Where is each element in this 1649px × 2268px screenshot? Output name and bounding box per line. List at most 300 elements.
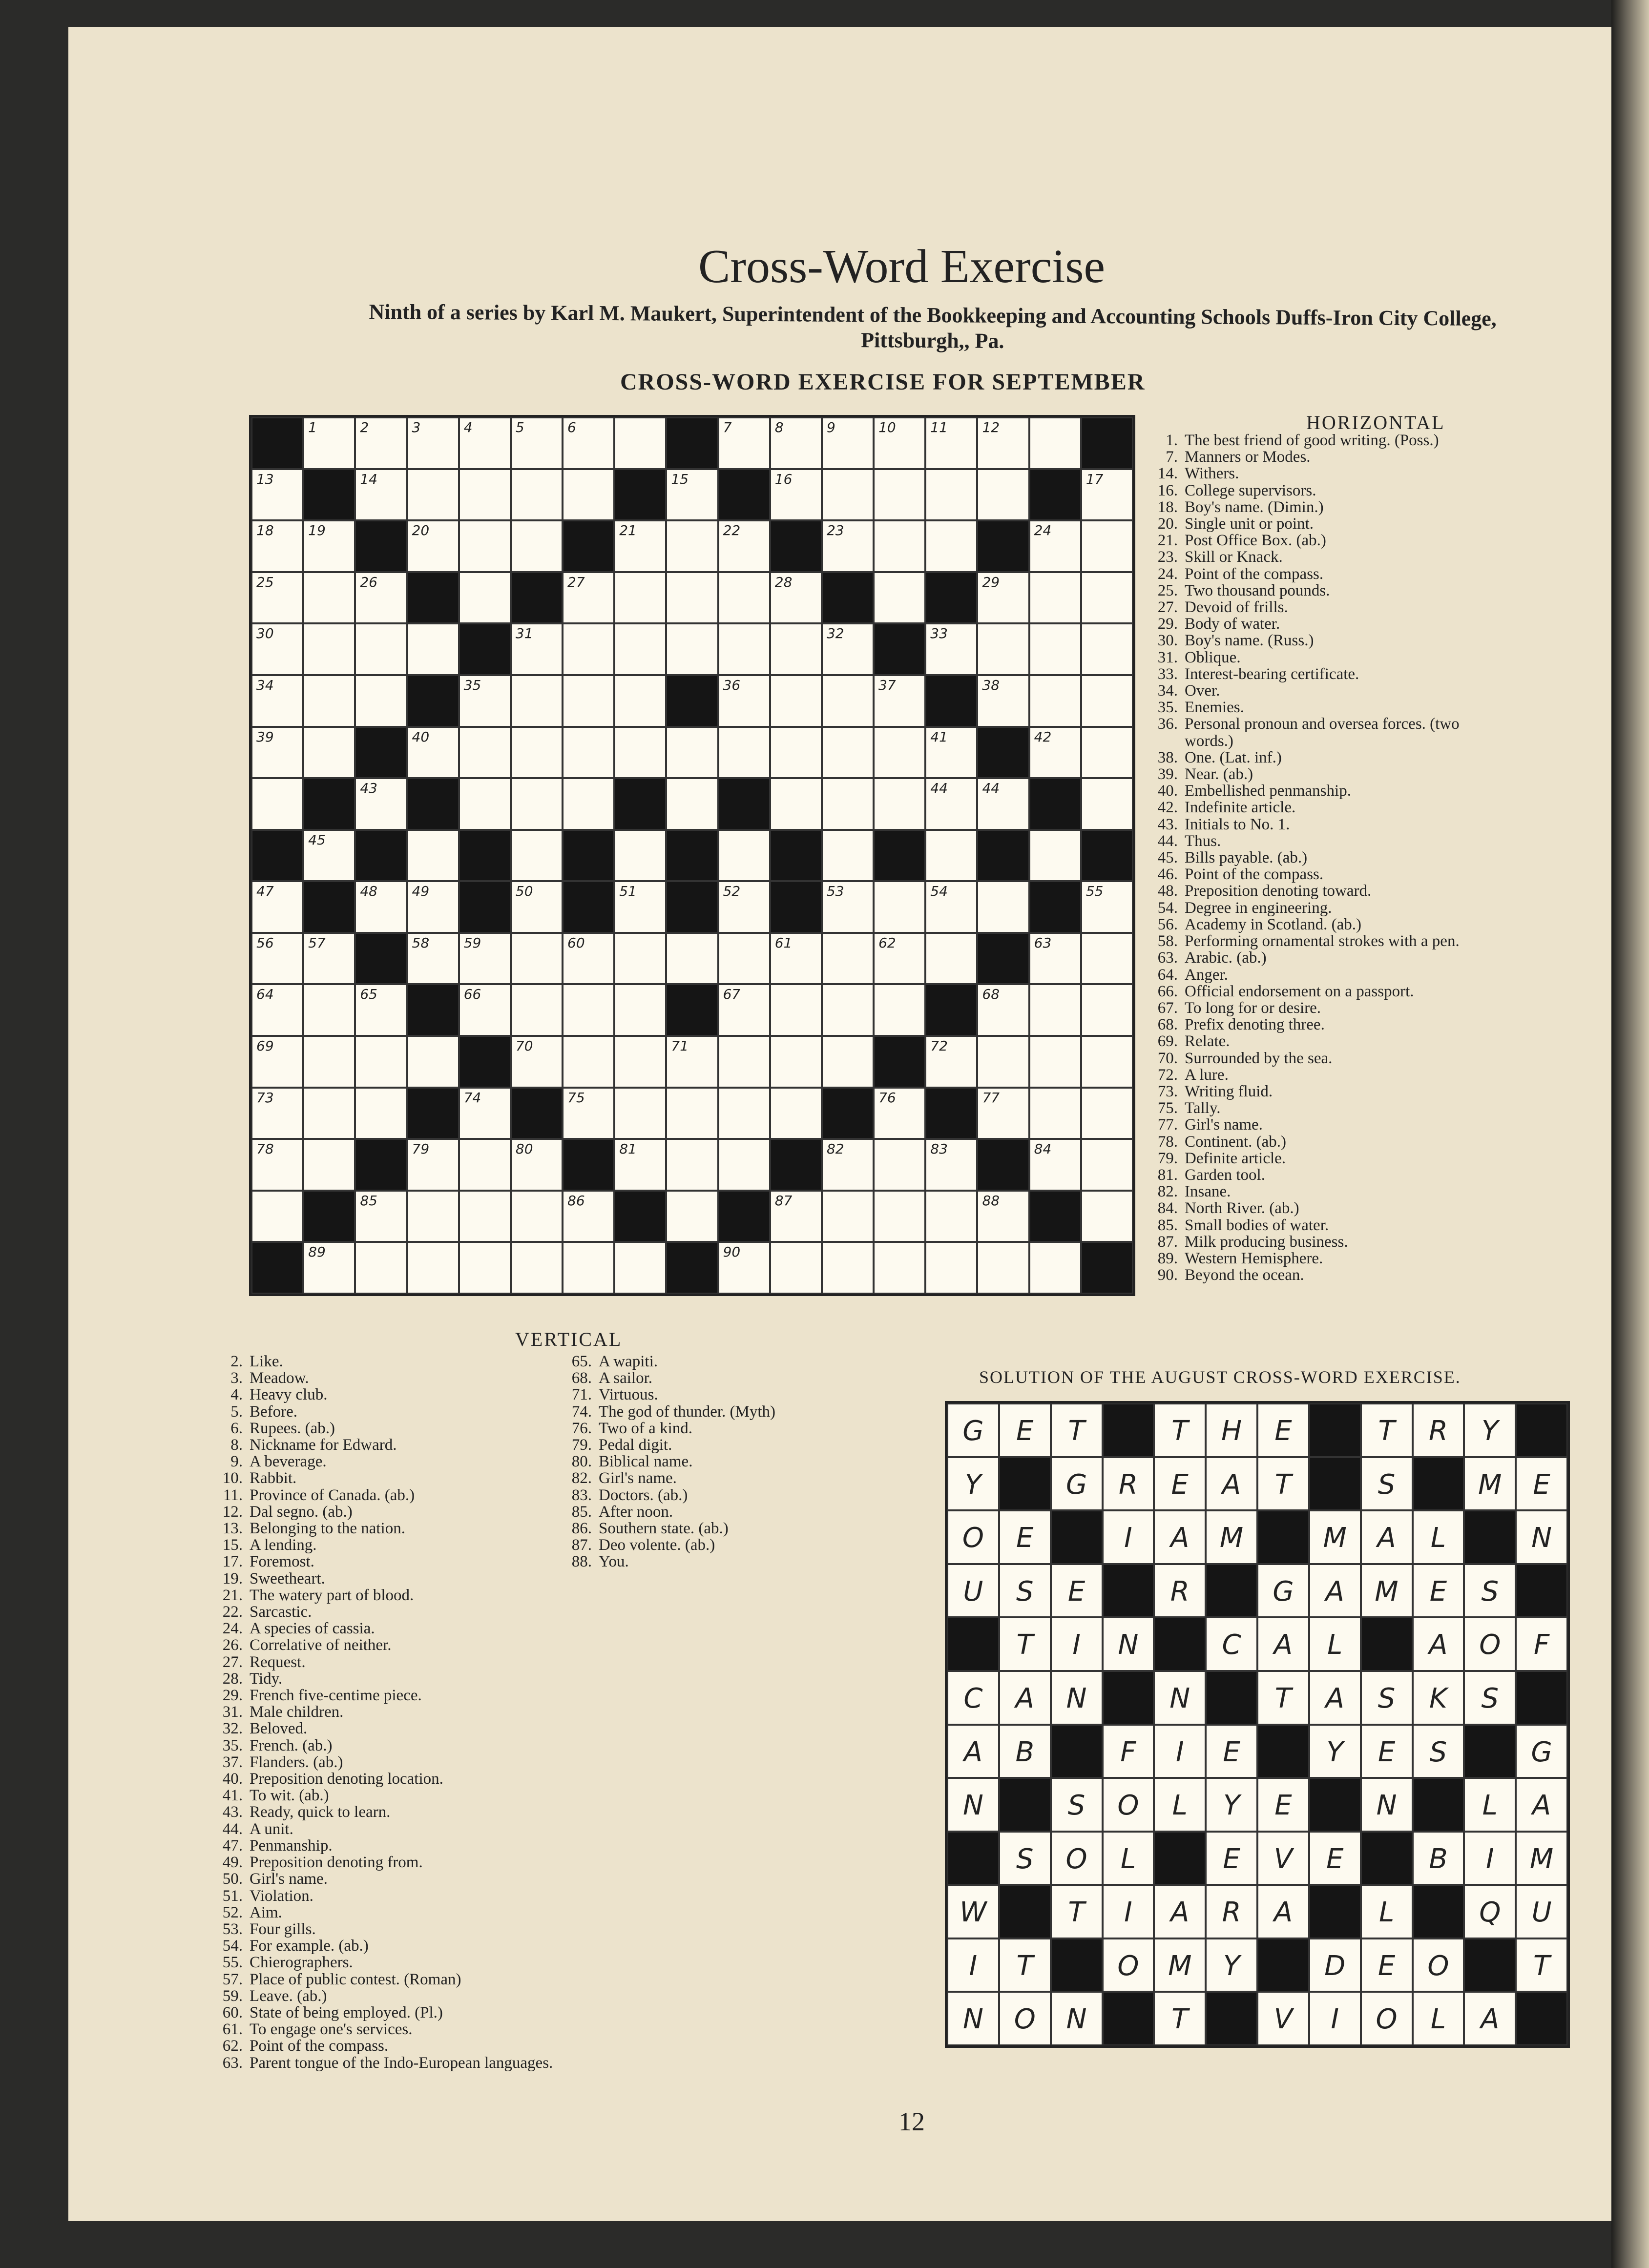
solution-cell bbox=[1257, 1617, 1309, 1671]
grid-cell[interactable] bbox=[251, 572, 303, 624]
grid-cell[interactable] bbox=[303, 417, 355, 469]
clue-text: Place of public contest. (Roman) bbox=[250, 1970, 461, 1988]
grid-cell[interactable] bbox=[925, 933, 977, 985]
grid-cell[interactable] bbox=[874, 1088, 925, 1139]
grid-cell[interactable] bbox=[925, 1191, 977, 1242]
clue-text: A wapiti. bbox=[599, 1353, 658, 1370]
grid-cell[interactable] bbox=[822, 469, 874, 521]
grid-cell[interactable] bbox=[1029, 727, 1081, 779]
grid-cell[interactable] bbox=[511, 1191, 563, 1242]
grid-cell[interactable] bbox=[459, 520, 511, 572]
grid-cell[interactable] bbox=[1081, 572, 1133, 624]
grid-cell[interactable] bbox=[977, 469, 1029, 521]
grid-cell[interactable] bbox=[251, 469, 303, 521]
grid-cell[interactable] bbox=[977, 675, 1029, 727]
grid-cell[interactable] bbox=[1081, 675, 1133, 727]
grid-cell[interactable] bbox=[874, 881, 925, 933]
grid-cell[interactable] bbox=[251, 1036, 303, 1088]
grid-cell[interactable] bbox=[822, 623, 874, 675]
grid-cell[interactable] bbox=[407, 933, 459, 985]
grid-cell[interactable] bbox=[874, 417, 925, 469]
clue-number: 72. bbox=[1157, 1066, 1178, 1084]
solution-black-square bbox=[1516, 1564, 1567, 1618]
black-square bbox=[1081, 830, 1133, 882]
solution-cell bbox=[1103, 1510, 1154, 1564]
grid-cell[interactable] bbox=[770, 727, 822, 779]
solution-letter: L bbox=[1120, 1843, 1136, 1875]
grid-cell[interactable] bbox=[355, 984, 407, 1036]
grid-cell[interactable] bbox=[407, 417, 459, 469]
grid-cell[interactable] bbox=[303, 572, 355, 624]
grid-cell[interactable] bbox=[303, 727, 355, 779]
solution-letter: M bbox=[1478, 1468, 1502, 1501]
grid-cell[interactable] bbox=[251, 984, 303, 1036]
grid-cell[interactable] bbox=[770, 1088, 822, 1139]
grid-cell[interactable] bbox=[355, 469, 407, 521]
clue-number: 20 bbox=[412, 522, 430, 539]
grid-cell[interactable] bbox=[459, 933, 511, 985]
vertical-clues-col2 bbox=[557, 1353, 775, 1570]
grid-cell[interactable] bbox=[563, 727, 614, 779]
clue bbox=[1143, 983, 1460, 1000]
grid-cell[interactable] bbox=[925, 1036, 977, 1088]
solution-letter: T bbox=[1068, 1415, 1085, 1447]
clue-number: 86. bbox=[571, 1520, 592, 1538]
grid-cell[interactable] bbox=[1029, 1088, 1081, 1139]
grid-cell[interactable] bbox=[407, 727, 459, 779]
grid-cell[interactable] bbox=[511, 778, 563, 830]
clue-number: 66. bbox=[1157, 982, 1178, 1000]
black-square bbox=[303, 469, 355, 521]
grid-cell[interactable] bbox=[459, 417, 511, 469]
grid-cell[interactable] bbox=[459, 572, 511, 624]
grid-cell[interactable] bbox=[666, 933, 718, 985]
clue-text: Degree in engineering. bbox=[1185, 899, 1332, 917]
grid-cell[interactable] bbox=[251, 727, 303, 779]
grid-cell[interactable] bbox=[1029, 830, 1081, 882]
grid-cell[interactable] bbox=[614, 520, 666, 572]
grid-cell[interactable] bbox=[925, 830, 977, 882]
grid-cell[interactable] bbox=[977, 1036, 1029, 1088]
grid-cell[interactable] bbox=[614, 1088, 666, 1139]
clue-number: 38. bbox=[1157, 748, 1178, 766]
clue-number: 20. bbox=[1157, 515, 1178, 533]
grid-cell[interactable] bbox=[563, 572, 614, 624]
grid-cell[interactable] bbox=[1029, 1139, 1081, 1191]
clue-number: 24 bbox=[1034, 522, 1052, 539]
grid-cell[interactable] bbox=[251, 1139, 303, 1191]
clue-number: 56. bbox=[1157, 915, 1178, 933]
grid-cell[interactable] bbox=[251, 520, 303, 572]
grid-cell[interactable] bbox=[666, 1191, 718, 1242]
grid-cell[interactable] bbox=[925, 778, 977, 830]
grid-cell[interactable] bbox=[407, 1036, 459, 1088]
grid-cell[interactable] bbox=[925, 469, 977, 521]
grid-cell[interactable] bbox=[511, 830, 563, 882]
clue-text: Over. bbox=[1185, 682, 1220, 700]
clue bbox=[1143, 699, 1460, 716]
clue bbox=[557, 1553, 775, 1570]
grid-cell[interactable] bbox=[251, 933, 303, 985]
grid-cell[interactable] bbox=[563, 1088, 614, 1139]
grid-cell[interactable] bbox=[718, 572, 770, 624]
grid-cell[interactable] bbox=[666, 1036, 718, 1088]
grid-cell[interactable] bbox=[1029, 520, 1081, 572]
grid-cell[interactable] bbox=[1081, 984, 1133, 1036]
grid-cell[interactable] bbox=[666, 1088, 718, 1139]
grid-cell[interactable] bbox=[355, 1036, 407, 1088]
grid-cell[interactable] bbox=[614, 417, 666, 469]
clue-number: 79. bbox=[571, 1436, 592, 1454]
grid-cell[interactable] bbox=[355, 1088, 407, 1139]
grid-cell[interactable] bbox=[459, 984, 511, 1036]
black-square bbox=[407, 1088, 459, 1139]
grid-cell[interactable] bbox=[355, 881, 407, 933]
clue-number: 43. bbox=[222, 1803, 243, 1821]
grid-cell[interactable] bbox=[511, 520, 563, 572]
clue-number: 37. bbox=[222, 1753, 243, 1771]
grid-cell[interactable] bbox=[511, 727, 563, 779]
clue-text: Girl's name. bbox=[250, 1870, 328, 1888]
grid-cell[interactable] bbox=[977, 417, 1029, 469]
clue-number: 24. bbox=[222, 1620, 243, 1638]
grid-cell[interactable] bbox=[925, 727, 977, 779]
grid-cell[interactable] bbox=[563, 1191, 614, 1242]
grid-cell[interactable] bbox=[977, 623, 1029, 675]
grid-cell[interactable] bbox=[303, 933, 355, 985]
grid-cell[interactable] bbox=[1029, 933, 1081, 985]
grid-cell[interactable] bbox=[666, 1139, 718, 1191]
grid-cell[interactable] bbox=[407, 1139, 459, 1191]
grid-cell[interactable] bbox=[770, 933, 822, 985]
grid-cell[interactable] bbox=[614, 623, 666, 675]
solution-letter: Q bbox=[1479, 1897, 1501, 1929]
grid-cell[interactable] bbox=[459, 1242, 511, 1294]
grid-cell[interactable] bbox=[511, 417, 563, 469]
clue-text: French. (ab.) bbox=[250, 1736, 333, 1754]
clue-number: 59. bbox=[222, 1987, 243, 2005]
clue-number: 85. bbox=[571, 1503, 592, 1521]
solution-black-square bbox=[1206, 1992, 1257, 2045]
grid-cell[interactable] bbox=[770, 572, 822, 624]
clue-text: The watery part of blood. bbox=[250, 1586, 414, 1604]
clue bbox=[208, 1437, 553, 1453]
grid-cell[interactable] bbox=[407, 1242, 459, 1294]
grid-cell[interactable] bbox=[977, 1242, 1029, 1294]
clue-number: 15. bbox=[222, 1536, 243, 1554]
grid-cell[interactable] bbox=[874, 675, 925, 727]
solution-cell bbox=[1206, 1778, 1257, 1832]
grid-cell[interactable] bbox=[251, 778, 303, 830]
grid-cell[interactable] bbox=[822, 1139, 874, 1191]
grid-cell[interactable] bbox=[614, 933, 666, 985]
grid-cell[interactable] bbox=[718, 417, 770, 469]
grid-cell[interactable] bbox=[1081, 933, 1133, 985]
grid-cell[interactable] bbox=[977, 881, 1029, 933]
solution-letter: N bbox=[1066, 2003, 1087, 2036]
grid-cell[interactable] bbox=[977, 1191, 1029, 1242]
grid-cell[interactable] bbox=[303, 830, 355, 882]
grid-cell[interactable] bbox=[459, 1139, 511, 1191]
grid-cell[interactable] bbox=[718, 1036, 770, 1088]
grid-cell[interactable] bbox=[1081, 727, 1133, 779]
solution-cell bbox=[1206, 1510, 1257, 1564]
grid-cell[interactable] bbox=[407, 469, 459, 521]
grid-cell[interactable] bbox=[251, 881, 303, 933]
grid-cell[interactable] bbox=[459, 727, 511, 779]
grid-cell[interactable] bbox=[1029, 984, 1081, 1036]
grid-cell[interactable] bbox=[718, 933, 770, 985]
grid-cell[interactable] bbox=[770, 1036, 822, 1088]
grid-cell[interactable] bbox=[355, 1191, 407, 1242]
grid-cell[interactable] bbox=[770, 1191, 822, 1242]
grid-cell[interactable] bbox=[822, 520, 874, 572]
grid-cell[interactable] bbox=[1029, 675, 1081, 727]
grid-cell[interactable] bbox=[874, 1242, 925, 1294]
grid-cell[interactable] bbox=[303, 1036, 355, 1088]
grid-cell[interactable] bbox=[718, 1088, 770, 1139]
grid-cell[interactable] bbox=[874, 1139, 925, 1191]
clue-text: Post Office Box. (ab.) bbox=[1185, 532, 1326, 550]
grid-cell[interactable] bbox=[614, 1139, 666, 1191]
grid-cell[interactable] bbox=[874, 778, 925, 830]
grid-cell[interactable] bbox=[718, 520, 770, 572]
grid-cell[interactable] bbox=[459, 1191, 511, 1242]
grid-cell[interactable] bbox=[977, 778, 1029, 830]
grid-cell[interactable] bbox=[666, 778, 718, 830]
grid-cell[interactable] bbox=[822, 1242, 874, 1294]
black-square bbox=[459, 881, 511, 933]
grid-cell[interactable] bbox=[563, 1036, 614, 1088]
grid-cell[interactable] bbox=[407, 830, 459, 882]
grid-cell[interactable] bbox=[770, 469, 822, 521]
grid-cell[interactable] bbox=[925, 520, 977, 572]
grid-cell[interactable] bbox=[563, 469, 614, 521]
grid-cell[interactable] bbox=[251, 675, 303, 727]
clue-text: Prefix denoting three. bbox=[1185, 1016, 1325, 1034]
grid-cell[interactable] bbox=[511, 623, 563, 675]
grid-cell[interactable] bbox=[407, 623, 459, 675]
grid-cell[interactable] bbox=[303, 1088, 355, 1139]
grid-cell[interactable] bbox=[511, 1036, 563, 1088]
solution-letter: O bbox=[1014, 2003, 1036, 2036]
grid-cell[interactable] bbox=[459, 778, 511, 830]
grid-cell[interactable] bbox=[822, 984, 874, 1036]
grid-cell[interactable] bbox=[459, 469, 511, 521]
grid-cell[interactable] bbox=[355, 417, 407, 469]
clue-number: 47 bbox=[256, 883, 274, 900]
solution-cell bbox=[1413, 1832, 1464, 1885]
grid-cell[interactable] bbox=[563, 675, 614, 727]
grid-cell[interactable] bbox=[407, 1191, 459, 1242]
grid-cell[interactable] bbox=[1081, 1036, 1133, 1088]
solution-letter: Y bbox=[1482, 1415, 1499, 1447]
clue-number: 49. bbox=[222, 1854, 243, 1872]
grid-cell[interactable] bbox=[511, 933, 563, 985]
grid-cell[interactable] bbox=[614, 1242, 666, 1294]
grid-cell[interactable] bbox=[1029, 572, 1081, 624]
grid-cell[interactable] bbox=[614, 572, 666, 624]
grid-cell[interactable] bbox=[718, 830, 770, 882]
grid-cell[interactable] bbox=[718, 881, 770, 933]
grid-cell[interactable] bbox=[511, 469, 563, 521]
grid-cell[interactable] bbox=[614, 984, 666, 1036]
grid-cell[interactable] bbox=[251, 1088, 303, 1139]
grid-cell[interactable] bbox=[563, 933, 614, 985]
grid-cell[interactable] bbox=[925, 1139, 977, 1191]
grid-cell[interactable] bbox=[563, 984, 614, 1036]
clue bbox=[557, 1386, 775, 1403]
grid-cell[interactable] bbox=[874, 572, 925, 624]
grid-cell[interactable] bbox=[822, 417, 874, 469]
clue bbox=[208, 1604, 553, 1620]
grid-cell[interactable] bbox=[874, 520, 925, 572]
grid-cell[interactable] bbox=[251, 623, 303, 675]
grid-cell[interactable] bbox=[1081, 623, 1133, 675]
grid-cell[interactable] bbox=[977, 984, 1029, 1036]
grid-cell[interactable] bbox=[1081, 881, 1133, 933]
grid-cell[interactable] bbox=[1029, 1036, 1081, 1088]
grid-cell[interactable] bbox=[459, 1088, 511, 1139]
grid-cell[interactable] bbox=[822, 1036, 874, 1088]
solution-letter: L bbox=[1378, 1897, 1395, 1929]
grid-cell[interactable] bbox=[355, 778, 407, 830]
solution-black-square bbox=[1206, 1564, 1257, 1618]
grid-cell[interactable] bbox=[874, 1191, 925, 1242]
grid-cell[interactable] bbox=[355, 1242, 407, 1294]
grid-cell[interactable] bbox=[977, 572, 1029, 624]
grid-cell[interactable] bbox=[303, 520, 355, 572]
grid-cell[interactable] bbox=[666, 469, 718, 521]
grid-cell[interactable] bbox=[1081, 778, 1133, 830]
grid-cell[interactable] bbox=[563, 1242, 614, 1294]
grid-cell[interactable] bbox=[718, 623, 770, 675]
grid-cell[interactable] bbox=[822, 933, 874, 985]
grid-cell[interactable] bbox=[770, 1242, 822, 1294]
grid-cell[interactable] bbox=[614, 830, 666, 882]
clue-text: Parent tongue of the Indo-European languages. bbox=[250, 2054, 553, 2072]
grid-cell[interactable] bbox=[718, 1242, 770, 1294]
grid-cell[interactable] bbox=[718, 727, 770, 779]
grid-cell[interactable] bbox=[925, 417, 977, 469]
grid-cell[interactable] bbox=[614, 881, 666, 933]
grid-cell[interactable] bbox=[874, 933, 925, 985]
grid-cell[interactable] bbox=[666, 520, 718, 572]
grid-cell[interactable] bbox=[977, 1088, 1029, 1139]
grid-cell[interactable] bbox=[563, 417, 614, 469]
grid-cell[interactable] bbox=[770, 417, 822, 469]
clue-text: To wit. (ab.) bbox=[250, 1787, 329, 1805]
grid-cell[interactable] bbox=[303, 623, 355, 675]
grid-cell[interactable] bbox=[511, 881, 563, 933]
clue-number: 75 bbox=[567, 1089, 585, 1106]
grid-cell[interactable] bbox=[1081, 1088, 1133, 1139]
grid-cell[interactable] bbox=[874, 469, 925, 521]
clue-text: Deo volente. (ab.) bbox=[599, 1536, 715, 1554]
grid-cell[interactable] bbox=[563, 623, 614, 675]
clue-text: Point of the compass. bbox=[250, 2037, 389, 2055]
grid-cell[interactable] bbox=[614, 675, 666, 727]
grid-cell[interactable] bbox=[511, 675, 563, 727]
clue bbox=[1143, 916, 1460, 933]
grid-cell[interactable] bbox=[822, 881, 874, 933]
grid-cell[interactable] bbox=[1081, 520, 1133, 572]
clue bbox=[208, 1553, 553, 1570]
clue-number: 7. bbox=[1166, 448, 1178, 466]
grid-cell[interactable] bbox=[718, 675, 770, 727]
grid-cell[interactable] bbox=[1081, 1191, 1133, 1242]
grid-cell[interactable] bbox=[1029, 623, 1081, 675]
grid-cell[interactable] bbox=[303, 984, 355, 1036]
grid-cell[interactable] bbox=[874, 984, 925, 1036]
grid-cell[interactable] bbox=[459, 675, 511, 727]
solution-cell bbox=[1154, 1403, 1206, 1457]
grid-cell[interactable] bbox=[718, 1139, 770, 1191]
grid-cell[interactable] bbox=[1081, 469, 1133, 521]
grid-cell[interactable] bbox=[563, 778, 614, 830]
grid-cell[interactable] bbox=[614, 727, 666, 779]
grid-cell[interactable] bbox=[925, 623, 977, 675]
grid-cell[interactable] bbox=[614, 1036, 666, 1088]
grid-cell[interactable] bbox=[822, 727, 874, 779]
grid-cell[interactable] bbox=[407, 881, 459, 933]
solution-letter: F bbox=[1120, 1736, 1136, 1768]
grid-cell[interactable] bbox=[666, 623, 718, 675]
grid-cell[interactable] bbox=[511, 984, 563, 1036]
grid-cell[interactable] bbox=[303, 675, 355, 727]
solution-cell bbox=[1413, 1992, 1464, 2045]
grid-cell[interactable] bbox=[355, 572, 407, 624]
black-square bbox=[614, 469, 666, 521]
clue bbox=[1143, 1150, 1460, 1167]
grid-cell[interactable] bbox=[874, 727, 925, 779]
grid-cell[interactable] bbox=[1029, 417, 1081, 469]
clue bbox=[1143, 733, 1460, 749]
grid-cell[interactable] bbox=[718, 984, 770, 1036]
clue bbox=[1143, 749, 1460, 766]
grid-cell[interactable] bbox=[511, 1242, 563, 1294]
grid-cell[interactable] bbox=[355, 675, 407, 727]
grid-cell[interactable] bbox=[822, 778, 874, 830]
grid-cell[interactable] bbox=[770, 778, 822, 830]
grid-cell[interactable] bbox=[407, 520, 459, 572]
grid-cell[interactable] bbox=[666, 727, 718, 779]
horizontal-clues bbox=[1143, 432, 1460, 1283]
clue-text: A lure. bbox=[1185, 1066, 1229, 1084]
crossword-grid[interactable] bbox=[249, 415, 1135, 1296]
grid-cell[interactable] bbox=[770, 675, 822, 727]
grid-cell[interactable] bbox=[770, 623, 822, 675]
grid-cell[interactable] bbox=[925, 881, 977, 933]
grid-cell[interactable] bbox=[770, 984, 822, 1036]
grid-cell[interactable] bbox=[511, 1139, 563, 1191]
clue-text: Definite article. bbox=[1185, 1149, 1286, 1167]
grid-cell[interactable] bbox=[303, 1242, 355, 1294]
grid-cell[interactable] bbox=[251, 1191, 303, 1242]
grid-cell[interactable] bbox=[822, 830, 874, 882]
grid-cell[interactable] bbox=[666, 572, 718, 624]
grid-cell[interactable] bbox=[925, 1242, 977, 1294]
grid-cell[interactable] bbox=[355, 623, 407, 675]
clue bbox=[1143, 515, 1460, 532]
black-square bbox=[925, 572, 977, 624]
grid-cell[interactable] bbox=[1081, 1139, 1133, 1191]
grid-cell[interactable] bbox=[303, 1139, 355, 1191]
clue bbox=[557, 1437, 775, 1453]
grid-cell[interactable] bbox=[822, 675, 874, 727]
grid-cell[interactable] bbox=[822, 1191, 874, 1242]
grid-cell[interactable] bbox=[1029, 1242, 1081, 1294]
